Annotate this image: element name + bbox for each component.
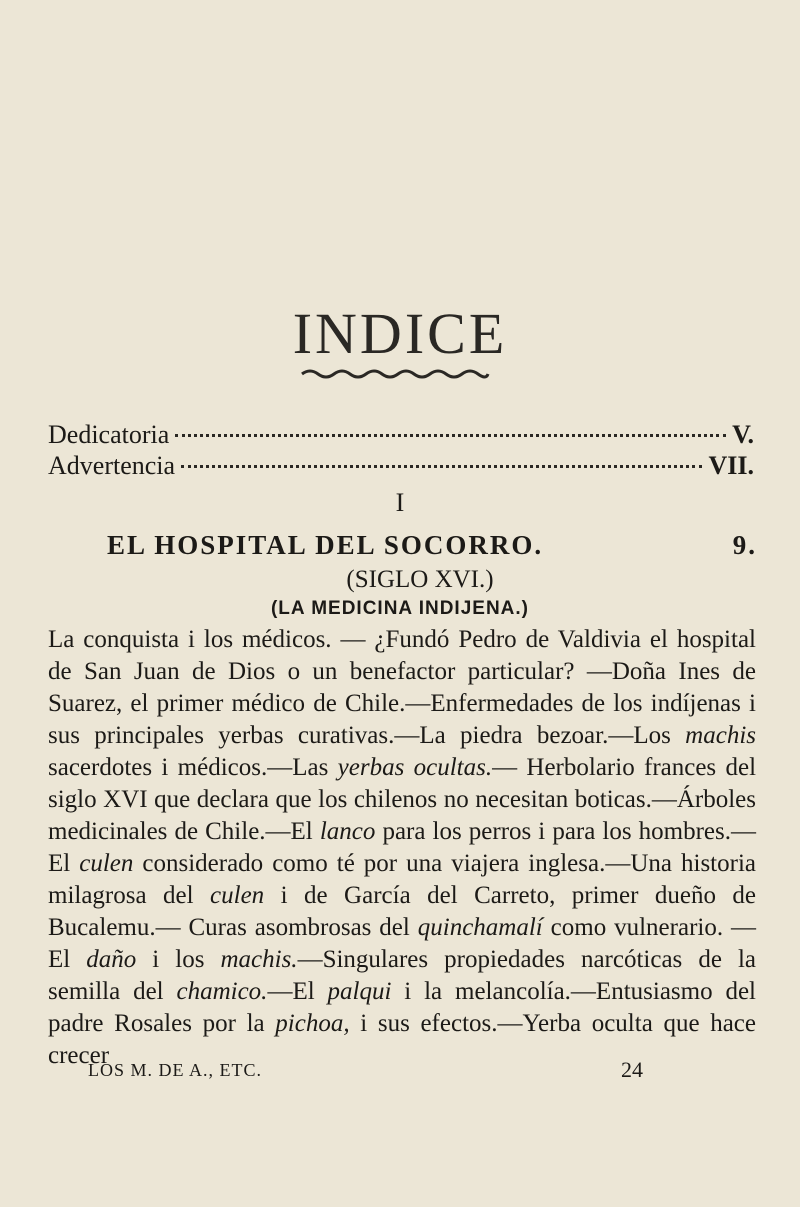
title-ornament <box>300 365 490 381</box>
summary-text: La conquista i los médicos. — ¿Fundó Pedro de Valdivia el hospital de San Juan de Dios o un benefactor particular? —Doña Ines de Suarez, el primer médico de Chile.—Enfermedades de los indíjenas i sus principales yerbas curativas.—La piedra bezoar.—Los <box>48 626 756 749</box>
page-footer <box>88 1057 643 1083</box>
chapter-page: 9. <box>732 530 757 560</box>
summary-text: considerado como té por una viajera inglesa.—Una historia milagrosa del <box>48 850 756 909</box>
toc-page: VII. <box>708 451 754 480</box>
summary-text: — Herbolario frances del siglo XVI que declara que los chilenos no necesitan boticas.—Árboles medicinales de Chile.—El <box>48 754 757 845</box>
dot-leader <box>181 465 702 468</box>
summary-text: —Singulares propiedades narcóticas de la semilla del <box>48 946 756 1005</box>
index-title: INDICE <box>292 301 508 366</box>
summary-term: yerbas ocultas. <box>337 754 493 781</box>
summary-text: i los <box>136 946 221 973</box>
sheet-number: 24 <box>621 1057 643 1082</box>
summary-text: i de García del Carreto, primer dueño de Bucalemu.— Curas asombrosas del <box>48 882 756 941</box>
summary-text: para los perros i para los hombres.—El <box>48 818 756 877</box>
toc-entry-advertencia[interactable] <box>48 451 754 485</box>
summary-term: culen <box>210 882 265 909</box>
summary-text: i sus efectos.—Yerba oculta que hace crecer <box>48 1010 756 1069</box>
summary-text: sacerdotes i médicos.—Las <box>48 754 338 781</box>
summary-term: daño <box>86 946 137 973</box>
toc-page: V. <box>732 420 754 449</box>
toc-label: Advertencia <box>48 451 176 480</box>
summary-text: i la melancolía.—Entusiasmo del padre Rosales por la <box>48 978 757 1037</box>
chapter-subtitle-2: (LA MEDICINA INDIJENA.) <box>270 598 530 619</box>
summary-term: quinchamalí <box>417 914 543 941</box>
chapter-subtitle: (SIGLO XVI.) <box>346 566 494 593</box>
summary-term: machis. <box>220 946 298 973</box>
summary-text: como vulnerario. —El <box>48 914 756 973</box>
printer-signature: LOS M. DE A., ETC. <box>88 1060 263 1080</box>
summary-term: lanco <box>319 818 376 845</box>
chapter-summary <box>48 624 756 1072</box>
summary-term: chamico. <box>176 978 268 1005</box>
toc-label: Dedicatoria <box>48 420 170 449</box>
dot-leader <box>175 434 726 437</box>
section-number: I <box>395 488 405 517</box>
chapter-entry[interactable] <box>107 530 757 561</box>
summary-text: —El <box>267 978 328 1005</box>
summary-term: pichoa, <box>275 1010 350 1037</box>
summary-term: palqui <box>327 978 392 1005</box>
summary-term: culen <box>79 850 134 877</box>
summary-term: machis <box>685 722 756 749</box>
chapter-title: EL HOSPITAL DEL SOCORRO. <box>107 530 544 560</box>
toc-entry-dedicatoria[interactable] <box>48 420 754 454</box>
